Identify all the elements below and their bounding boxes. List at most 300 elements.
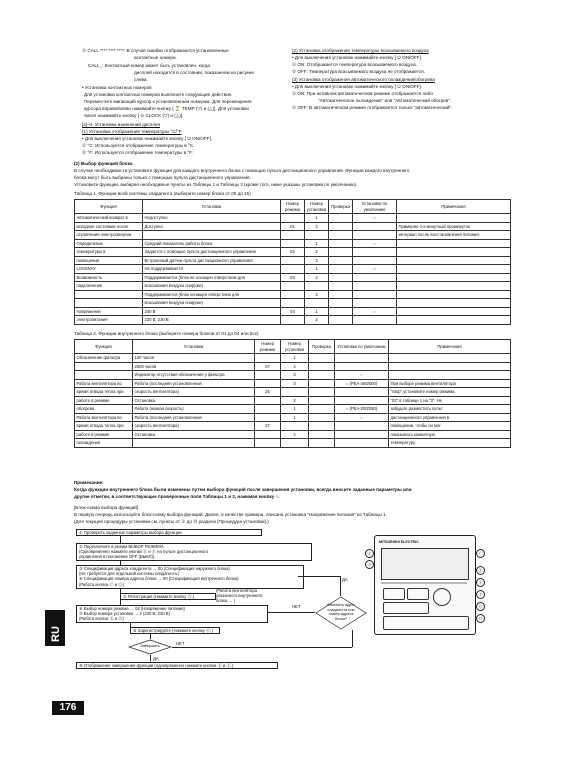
para-3: курсора вправо/влево нажимайте кнопку [ ⌛ TEMP (▽) и (△)]. Для установки: [84, 106, 249, 111]
heading-4-4: [4]–4. Установка изменений дисплея: [82, 122, 160, 127]
remote-brand: MITSUBISHI ELECTRIC: [379, 540, 419, 544]
t2-h-mode: Номер режима: [255, 340, 281, 354]
table2-cell: [335, 422, 389, 431]
table2-cell: 2: [281, 396, 309, 405]
t1-h-check: Проверка: [329, 200, 353, 214]
flow-fan-note: [216, 588, 262, 604]
table2-cell: [255, 439, 281, 448]
table1-cell: [329, 214, 353, 223]
table2-cell: [255, 430, 281, 439]
table1-cell: подключения: [75, 282, 143, 291]
table1-cell: Встроенный датчик пульта дистанционного управления: [143, 256, 281, 265]
table2-cell: работе в режиме: [75, 396, 133, 405]
table2-cell: [255, 396, 281, 405]
callout-b: Ⓑ: [476, 578, 485, 587]
table1-cell: ○: [353, 265, 397, 274]
table1-cell: [329, 316, 353, 325]
table1-cell: LOSSNAY: [75, 265, 143, 274]
table1-cell: ○: [353, 214, 397, 223]
table2-row: [75, 379, 511, 388]
table1-row: [75, 239, 511, 248]
table2-cell: [389, 362, 511, 371]
table1-cell: Автоматический возврат в: [75, 214, 143, 223]
table1-cell: [397, 299, 511, 308]
callout-f: Ⓕ: [476, 590, 485, 599]
flow-fan-a: (Работа вентилятора: [216, 588, 258, 593]
call-line-2: контактные номера.: [134, 55, 177, 60]
table1-cell: 01: [281, 222, 305, 231]
table2-cell: [255, 379, 281, 388]
bullet-contact: • Установка контактных номеров: [82, 85, 152, 90]
table2-cell: Работа вентилятора во: [75, 413, 133, 422]
flow-yes-2: ДА: [153, 656, 159, 661]
table2-cell: ○: [335, 371, 389, 380]
table2-cell: [335, 396, 389, 405]
table2-cell: дистанционного управления в: [389, 413, 511, 422]
t1-h-default: Установки по умолчанию: [353, 200, 397, 214]
table2-cell: [255, 371, 281, 380]
table1-cell: [397, 265, 511, 274]
flow-yes-line-v: [340, 576, 341, 596]
call-line-1: ② CALL **** **** ****: В случае ошибки отображаются установленные: [82, 48, 229, 53]
table2-cell: [281, 422, 309, 431]
table2-cell: При выборе режима вентилятора: [389, 379, 511, 388]
table1-cell: Напряжение: [75, 307, 143, 316]
table1-cell: Средний показатель работы блока: [143, 239, 281, 248]
table2-cell: [309, 379, 335, 388]
table1-cell: [75, 290, 143, 299]
table1-cell: [329, 307, 353, 316]
flow-step-2: [76, 543, 312, 561]
callout-e: Ⓔ: [365, 549, 374, 558]
table1-row: [75, 273, 511, 282]
table1-cell: 240 В: [143, 307, 281, 316]
table1-cell: [329, 239, 353, 248]
flow-step-4-a: ④ Спецификация номера адреса блока → 00 (Спецификация внутреннего блока): [79, 576, 239, 582]
table1-cell: [305, 299, 329, 308]
flow-no-line: [262, 612, 315, 613]
table1-cell: всасывания воздуха снаружи): [143, 282, 281, 291]
call-line-3: CALL_: Контактный номер может быть установлен, когда: [88, 63, 210, 68]
table2-cell: [255, 405, 281, 414]
t2-h-setting-no: Номер установки: [281, 340, 309, 354]
table2-cell: [255, 354, 281, 363]
section-p3: Установите функции, выбирая необходимые пункты из Таблицы 1 и Таблицы 2 (кроме того, ниже указаны установки по умолчанию).: [74, 182, 358, 187]
table2-row: [75, 422, 511, 431]
t1-h-mode: Номер режима: [281, 200, 305, 214]
table1-cell: [75, 299, 143, 308]
table1-cell: [329, 231, 353, 240]
table1-cell: [281, 231, 305, 240]
remote-divider: [381, 582, 467, 584]
flow-fan-b: указанного внутреннего: [216, 593, 263, 599]
table2-row: [75, 439, 511, 448]
table1-cell: [353, 282, 397, 291]
section-title: (2) Выбор функций блока: [74, 161, 133, 166]
table2-cell: ○ (PEA-400/500): [335, 379, 389, 388]
table1-caption: Таблица 1. Функции всей системы хладагента (выберите номер блока от 00 до 15): [74, 191, 251, 196]
table2-row: [75, 354, 511, 363]
table1-cell: 1: [305, 307, 329, 316]
remote-button-onoff: [433, 588, 451, 606]
table2-cell: 2500 часов: [133, 362, 255, 371]
table1-cell: 1: [305, 265, 329, 274]
flow-finish: Завершить: [140, 644, 160, 648]
table2-cell: [309, 396, 335, 405]
table2-cell: Работа (последняя установленная: [133, 413, 255, 422]
table1-row: [75, 307, 511, 316]
table2-cell: 1: [281, 413, 309, 422]
table1-cell: [397, 248, 511, 257]
callout-a: Ⓐ: [476, 566, 485, 575]
table2-cell: [309, 362, 335, 371]
table1-row: [75, 214, 511, 223]
table2-cell: [309, 405, 335, 414]
table1-row: [75, 231, 511, 240]
table2-cell: Остановка: [133, 430, 255, 439]
table2-cell: [309, 439, 335, 448]
table2-cell: [309, 388, 335, 397]
flow-step-6-c: (Работа кнопок Ⓐ и Ⓑ): [79, 616, 124, 622]
table1-cell: [281, 282, 305, 291]
remote-button-panel: [383, 616, 469, 630]
option-on: ① ON: Отображается температура всасываемого воздуха.: [292, 62, 417, 67]
table2-cell: забудьте разместить пульт: [389, 405, 511, 414]
table1-cell: [397, 282, 511, 291]
language-tab: [45, 610, 65, 646]
flow-no: НЕТ: [292, 604, 301, 609]
table1-cell: 03: [281, 273, 305, 282]
remote-button-row: [383, 602, 429, 614]
table1-cell: Не поддерживается: [143, 265, 281, 274]
table1-cell: [329, 222, 353, 231]
remote-button-clock: [407, 588, 429, 600]
table2-cell: [335, 362, 389, 371]
flow-step-8: ⑧ Зарегистрируйте (Нажмите кнопку Ⓖ.): [130, 627, 220, 634]
table2-cell: [281, 439, 309, 448]
table2-cell: [281, 388, 309, 397]
table1-cell: 3: [305, 256, 329, 265]
table1-cell: Доступно: [143, 222, 281, 231]
flow-arrow-7: [150, 655, 151, 661]
heading-4-4-1: (1) Установка отображения температуры °C/°F: [82, 129, 182, 134]
table1-row: [75, 290, 511, 299]
callout-h: Ⓗ: [476, 614, 485, 623]
table1-cell: 2: [305, 222, 329, 231]
table2-row: [75, 362, 511, 371]
table1-cell: ○: [353, 239, 397, 248]
table2-cell: Индикатор отсутствия обозначения у фильтра: [133, 371, 255, 380]
bullet-4-4-1: • Для выключения установок нажимайте кнопку [ ⏻ ON/OFF].: [82, 136, 213, 141]
flow-step-1: ① Проверить заданные параметры выбора функции.: [76, 529, 262, 536]
t2-h-check: Проверка: [309, 340, 335, 354]
table2-row: [75, 405, 511, 414]
table2-cell: [133, 439, 255, 448]
table1-cell: 02: [281, 248, 305, 257]
flow-no2-line-v: [352, 630, 353, 647]
flow-decision-b: хладагента или: [327, 607, 355, 612]
note-line-1: Когда функции внутреннего блока были изменены путем выбора функций после завершения установки, всегда вносите заданные параметры или: [74, 487, 412, 492]
table1-cell: 220 В, 230 В: [143, 316, 281, 325]
flow-step-6-7: [76, 605, 268, 623]
table-2: [74, 339, 511, 448]
section-p2: блока могут быть выбраны только с помощью пульта дистанционного управления.: [74, 175, 251, 180]
t2-h-function: Функция: [75, 340, 133, 354]
table2-cell: [309, 422, 335, 431]
table1-row: [75, 299, 511, 308]
callout-c: Ⓒ: [476, 549, 485, 558]
table1-cell: [281, 239, 305, 248]
option-fahrenheit: ② °F: Используется отображение температуры в °F.: [82, 150, 193, 155]
table1-cell: Определение: [75, 239, 143, 248]
table1-cell: [281, 299, 305, 308]
table1-cell: [397, 273, 511, 282]
table2-cell: Обозначение фильтра: [75, 354, 133, 363]
section-p1: В случае необходимости установите функции для каждого внутреннего блока с помощью пульта дистанционного управления. Функции каждого внутреннего: [74, 168, 410, 173]
table1-cell: [397, 239, 511, 248]
remote-controller-illustration: [374, 535, 476, 635]
table1-cell: [329, 282, 353, 291]
t2-h-settings: Установки: [133, 340, 255, 354]
para-1: Для установки контактных номеров выполните следующие действия.: [84, 92, 233, 97]
call-line-4: дисплей находится в состоянии, показанном на рисунке: [134, 70, 255, 75]
table2-cell: Работа (низкая скорость): [133, 405, 255, 414]
table1-row: [75, 316, 511, 325]
note-title: Примечание:: [74, 480, 104, 485]
table1-cell: [353, 290, 397, 299]
t1-h-settings: Установки: [143, 200, 281, 214]
table1-cell: [143, 231, 281, 240]
table2-cell: "Stop",установите номер режима: [389, 388, 511, 397]
flow-fan-c: блока → ): [216, 598, 236, 604]
table2-cell: работе в режиме: [75, 430, 133, 439]
table2-cell: [309, 430, 335, 439]
table2-cell: Работа вентилятора во: [75, 379, 133, 388]
table2-cell: Остановка: [133, 396, 255, 405]
option-off: ② OFF: Температура всасываемого воздуха не отображается.: [292, 69, 425, 74]
table1-cell: [353, 299, 397, 308]
table1-cell: [305, 282, 329, 291]
table1-cell: Задается с помощью пульта дистанционного управления: [143, 248, 281, 257]
table1-row: [75, 265, 511, 274]
table2-row: [75, 388, 511, 397]
t1-h-notes: Примечания: [397, 200, 511, 214]
table2-cell: время отвода тепла при: [75, 388, 133, 397]
table2-cell: [309, 413, 335, 422]
flow-decision-a: Изменить адрес: [326, 603, 356, 607]
table1-cell: Поддерживается (блок оснащен отверстием для: [143, 290, 281, 299]
table2-cell: обогрева: [75, 405, 133, 414]
flow-step-3-a: ③ Спецификация адреса хладагента → 00 (Спецификация наружного блока): [79, 566, 230, 571]
table1-cell: [281, 316, 305, 325]
table1-cell: [281, 265, 305, 274]
table2-cell: 27: [255, 422, 281, 431]
table1-cell: [353, 248, 397, 257]
table1-cell: всасывания воздуха снаружи): [143, 299, 281, 308]
call-line-5: слева.: [134, 77, 148, 82]
table1-cell: [353, 231, 397, 240]
table2-cell: время отвода тепла при: [75, 422, 133, 431]
flow-decision-d: блока?: [334, 616, 348, 621]
table1-cell: Примерно 4-х минутный промежуток: [397, 222, 511, 231]
table1-cell: Возможность: [75, 273, 143, 282]
table2-cell: 3: [281, 379, 309, 388]
remote-button-temp: [383, 588, 405, 600]
table1-cell: [397, 307, 511, 316]
para-4: чисел нажимайте кнопку [ ⊙ CLOCK (▽) и (△)].: [84, 113, 184, 118]
table1-cell: Недоступно: [143, 214, 281, 223]
table1-cell: [329, 290, 353, 299]
table1-row: [75, 256, 511, 265]
table1-cell: [281, 214, 305, 223]
table1-cell: 1: [305, 214, 329, 223]
table2-cell: [309, 371, 335, 380]
para-2: Переместите мигающий курсор к установленным номерам. Для перемещения: [84, 99, 252, 104]
option-celsius: ① °C: Используется отображение температуры в °C.: [82, 143, 195, 148]
flow-step-3-b: (Не требуется для отдельной системы хладагента.): [79, 571, 180, 577]
t1-h-setting-no: Номер установки: [305, 200, 329, 214]
page-number: 176: [52, 701, 84, 715]
callout-g: Ⓖ: [476, 602, 485, 611]
table2-cell: 07: [255, 362, 281, 371]
table2-row: [75, 396, 511, 405]
table2-cell: [335, 439, 389, 448]
heading-auto-mode: (3) Установка отображения автоматического охлаждения/обогрева: [292, 77, 435, 82]
table2-cell: [389, 371, 511, 380]
flow-step-9: ⑨ Отображение завершения функции (одновременно нажмите кнопки Ⓔ и Ⓕ.): [76, 662, 278, 669]
table1-cell: [397, 214, 511, 223]
table2-cell: скорость вентилятора): [133, 422, 255, 431]
table2-cell: 25: [255, 388, 281, 397]
callout-d: Ⓓ: [365, 560, 374, 569]
flow-step-5: ⑤ Регистрация (Нажмите кнопку Ⓖ.): [120, 593, 216, 600]
table2-cell: 3: [281, 371, 309, 380]
flow-step-2-a: ② Переключите в режим ВЫБОР РЕЖИМА.: [79, 544, 165, 549]
flow-step-6: ⑥ Выбор номера режима → 04 (Напряжение питания): [79, 606, 185, 611]
table2-row: [75, 430, 511, 439]
table1-cell: [397, 290, 511, 299]
table1-cell: [329, 248, 353, 257]
table1-cell: ○: [353, 307, 397, 316]
table2-cell: [309, 354, 335, 363]
table1-cell: [281, 290, 305, 299]
table1-cell: [397, 256, 511, 265]
table1-cell: исходное состояние после: [75, 222, 143, 231]
table1-cell: [329, 273, 353, 282]
flow-step-4-b: (Работа кнопок Ⓒ и Ⓓ): [79, 581, 124, 587]
table1-cell: [281, 256, 305, 265]
bullet-intake: • Для выключения установок нажимайте кнопку [ ⏻ ON/OFF].: [292, 55, 423, 60]
option-auto-on: ① ON: При активном автоматическом режиме отображается либо: [292, 91, 433, 96]
table1-cell: [353, 256, 397, 265]
table2-cell: 1: [281, 405, 309, 414]
table1-row: [75, 282, 511, 291]
table2-cell: ○ (PEA-200/250): [335, 405, 389, 414]
flow-decision-text: [320, 603, 362, 621]
table2-row: [75, 371, 511, 380]
table2-cell: температуру.: [389, 439, 511, 448]
table2-cell: ○: [335, 413, 389, 422]
table1-cell: интервал после восстановления питания.: [397, 231, 511, 240]
table2-cell: Работа (последняя установленная: [133, 379, 255, 388]
table1-cell: 2: [305, 273, 329, 282]
table1-cell: [353, 273, 397, 282]
option-auto-on-2: "Автоматическое охлаждение" или "Автоматический обогрев".: [318, 98, 452, 103]
table1-row: [75, 222, 511, 231]
table1-cell: [329, 299, 353, 308]
table1-cell: 3: [305, 290, 329, 299]
table1-cell: [329, 256, 353, 265]
table1-cell: [353, 222, 397, 231]
table2-cell: помещении, чтобы он мог: [389, 422, 511, 431]
flow-no-2: НЕТ: [176, 641, 185, 646]
table2-caption: Таблица 2. Функции внутреннего блока (выберите номера блоков от 01 до 04 или все): [74, 331, 259, 336]
table1-cell: электропитания: [75, 316, 143, 325]
flow-intro-1: [Блок-схема выбора функций]: [74, 505, 139, 510]
table-1: [74, 199, 511, 325]
table2-cell: [389, 354, 511, 363]
table1-cell: 1: [305, 239, 329, 248]
table1-cell: 2: [305, 316, 329, 325]
table1-cell: [353, 316, 397, 325]
option-auto-off: ② OFF: В автоматическом режиме отображается только "автоматический".: [292, 105, 453, 110]
table1-cell: помещении: [75, 256, 143, 265]
table2-row: [75, 413, 511, 422]
heading-intake-temp: (2) Установка отображения температуры всасываемого воздуха: [292, 48, 429, 53]
table2-cell: [75, 371, 133, 380]
table1-cell: 04: [281, 307, 305, 316]
flow-step-2-c: управления в положение OFF (ВЫКЛ)).: [79, 554, 156, 560]
table1-cell: температуры в: [75, 248, 143, 257]
flow-yes: ДА: [342, 577, 348, 582]
t1-h-function: Функция: [75, 200, 143, 214]
table1-cell: [305, 231, 329, 240]
table1-cell: 2: [305, 248, 329, 257]
table2-cell: [255, 413, 281, 422]
bullet-auto: • Для выключения установок нажимайте кнопку [ ⏻ ON/OFF].: [292, 84, 423, 89]
table2-cell: скорость вентилятора): [133, 388, 255, 397]
flow-step-2-b: (Одновременно нажмите кнопки Ⓔ и Ⓕ на пульте дистанционного: [79, 549, 209, 555]
table1-cell: [397, 316, 511, 325]
remote-display: [381, 548, 469, 580]
flow-decision-c: номер адреса: [328, 612, 354, 617]
flow-step-3-4: [76, 565, 304, 589]
language-tab-label: RU: [49, 626, 62, 642]
table1-row: [75, 248, 511, 257]
table2-cell: охлаждения: [75, 439, 133, 448]
table1-cell: [329, 265, 353, 274]
flow-intro-3: (Для текущей процедуры установки см. пункты от ① до ⑩ раздела [Процедура установки].): [74, 519, 269, 524]
table2-cell: показывать комнатную: [389, 430, 511, 439]
table2-cell: 2: [281, 430, 309, 439]
t2-h-default: Установки по умолчанию: [335, 340, 389, 354]
table2-cell: [335, 388, 389, 397]
table1-cell: Поддерживается (блок не оснащен отверстием для: [143, 273, 281, 282]
table2-cell: [75, 362, 133, 371]
table2-cell: 2: [281, 362, 309, 371]
flow-no2-line: [172, 647, 352, 648]
t2-h-notes: Примечания: [389, 340, 511, 354]
table2-cell: [335, 354, 389, 363]
table2-cell: 1: [281, 354, 309, 363]
flow-yes-line: [298, 576, 340, 577]
table2-cell: 100 часов: [133, 354, 255, 363]
note-line-2: другие отметки, в соответствующие проверочные поля Таблицы 1 и 2, нажимая кнопку ○.: [74, 494, 280, 499]
table1-cell: отключения электроэнергии: [75, 231, 143, 240]
table2-cell: [335, 430, 389, 439]
flow-intro-2: В первую очередь используйте блок-схему выбора функций. Далее, в качестве примера, описана установка "Напряжение питания" из Таблицы 1.: [74, 512, 387, 517]
flow-step-7: ⑦ Выбор номера установки → 2 (220 В, 230 В): [79, 611, 170, 617]
